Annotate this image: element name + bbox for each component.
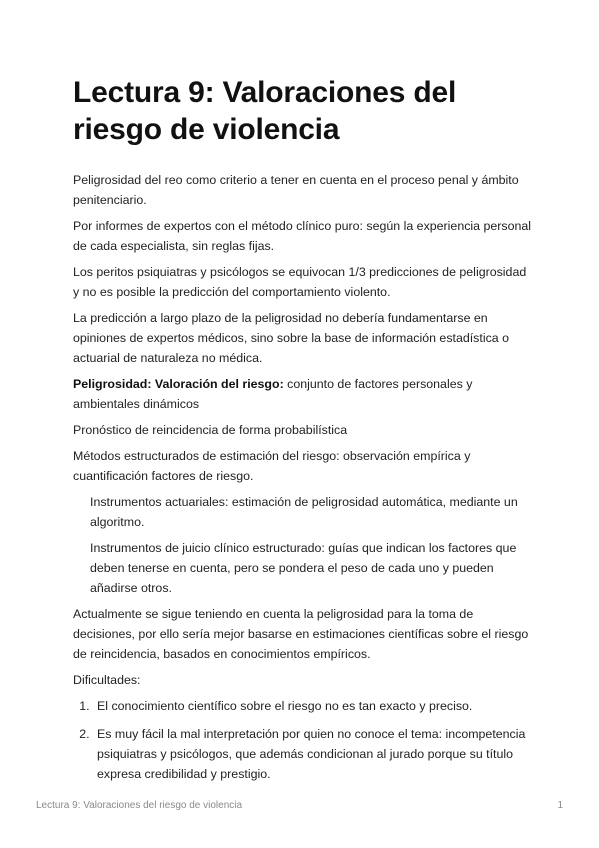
paragraph: Por informes de expertos con el método clínico puro: según la experiencia personal de cada especialista, sin reglas fijas.	[73, 219, 532, 253]
page-footer	[36, 800, 563, 811]
list-item: 2. Es muy fácil la mal interpretación por quien no conoce el tema: incompetencia psiquiatras y psicólogos, que además condicionan al jurado porque su título expresa credibilidad y prestigio.	[93, 724, 533, 784]
list-item: 1. El conocimiento científico sobre el riesgo no es tan exacto y preciso.	[93, 696, 533, 716]
indented-paragraph: Instrumentos de juicio clínico estructurado: guías que indican los factores que deben tenerse en cuenta, pero se pondera el peso de cada uno y pueden añadirse otros.	[90, 541, 517, 595]
document-page	[73, 74, 533, 792]
document-body	[73, 170, 533, 784]
definition-term: Peligrosidad: Valoración del riesgo:	[73, 377, 284, 391]
paragraph: Dificultades:	[73, 673, 141, 687]
paragraph: Pronóstico de reincidencia de forma probabilística	[73, 423, 348, 437]
definition-text: conjunto de factores personales y ambientales dinámicos	[73, 377, 473, 411]
paragraph: Los peritos psiquiatras y psicólogos se equivocan 1/3 predicciones de peligrosidad y no es posible la predicción del comportamiento violento.	[73, 265, 527, 299]
paragraph: Peligrosidad del reo como criterio a tener en cuenta en el proceso penal y ámbito penitenciario.	[73, 173, 519, 207]
indented-paragraph: Instrumentos actuariales: estimación de peligrosidad automática, mediante un algoritmo.	[90, 495, 518, 529]
document-title: Lectura 9: Valoraciones del riesgo de violencia	[73, 76, 457, 146]
paragraph: Actualmente se sigue teniendo en cuenta la peligrosidad para la toma de decisiones, por ello sería mejor basarse en estimaciones científicas sobre el riesgo de reincidencia, basados en conocimientos empíricos.	[73, 607, 529, 661]
page-number: 1	[557, 800, 563, 811]
paragraph-definition	[73, 374, 533, 414]
difficulties-list	[73, 696, 533, 784]
paragraph: La predicción a largo plazo de la peligrosidad no debería fundamentarse en opiniones de expertos médicos, sino sobre la base de información estadística o actuarial de naturaleza no médica.	[73, 311, 509, 365]
paragraph: Métodos estructurados de estimación del riesgo: observación empírica y cuantificación factores de riesgo.	[73, 449, 471, 483]
footer-title: Lectura 9: Valoraciones del riesgo de violencia	[36, 800, 243, 811]
